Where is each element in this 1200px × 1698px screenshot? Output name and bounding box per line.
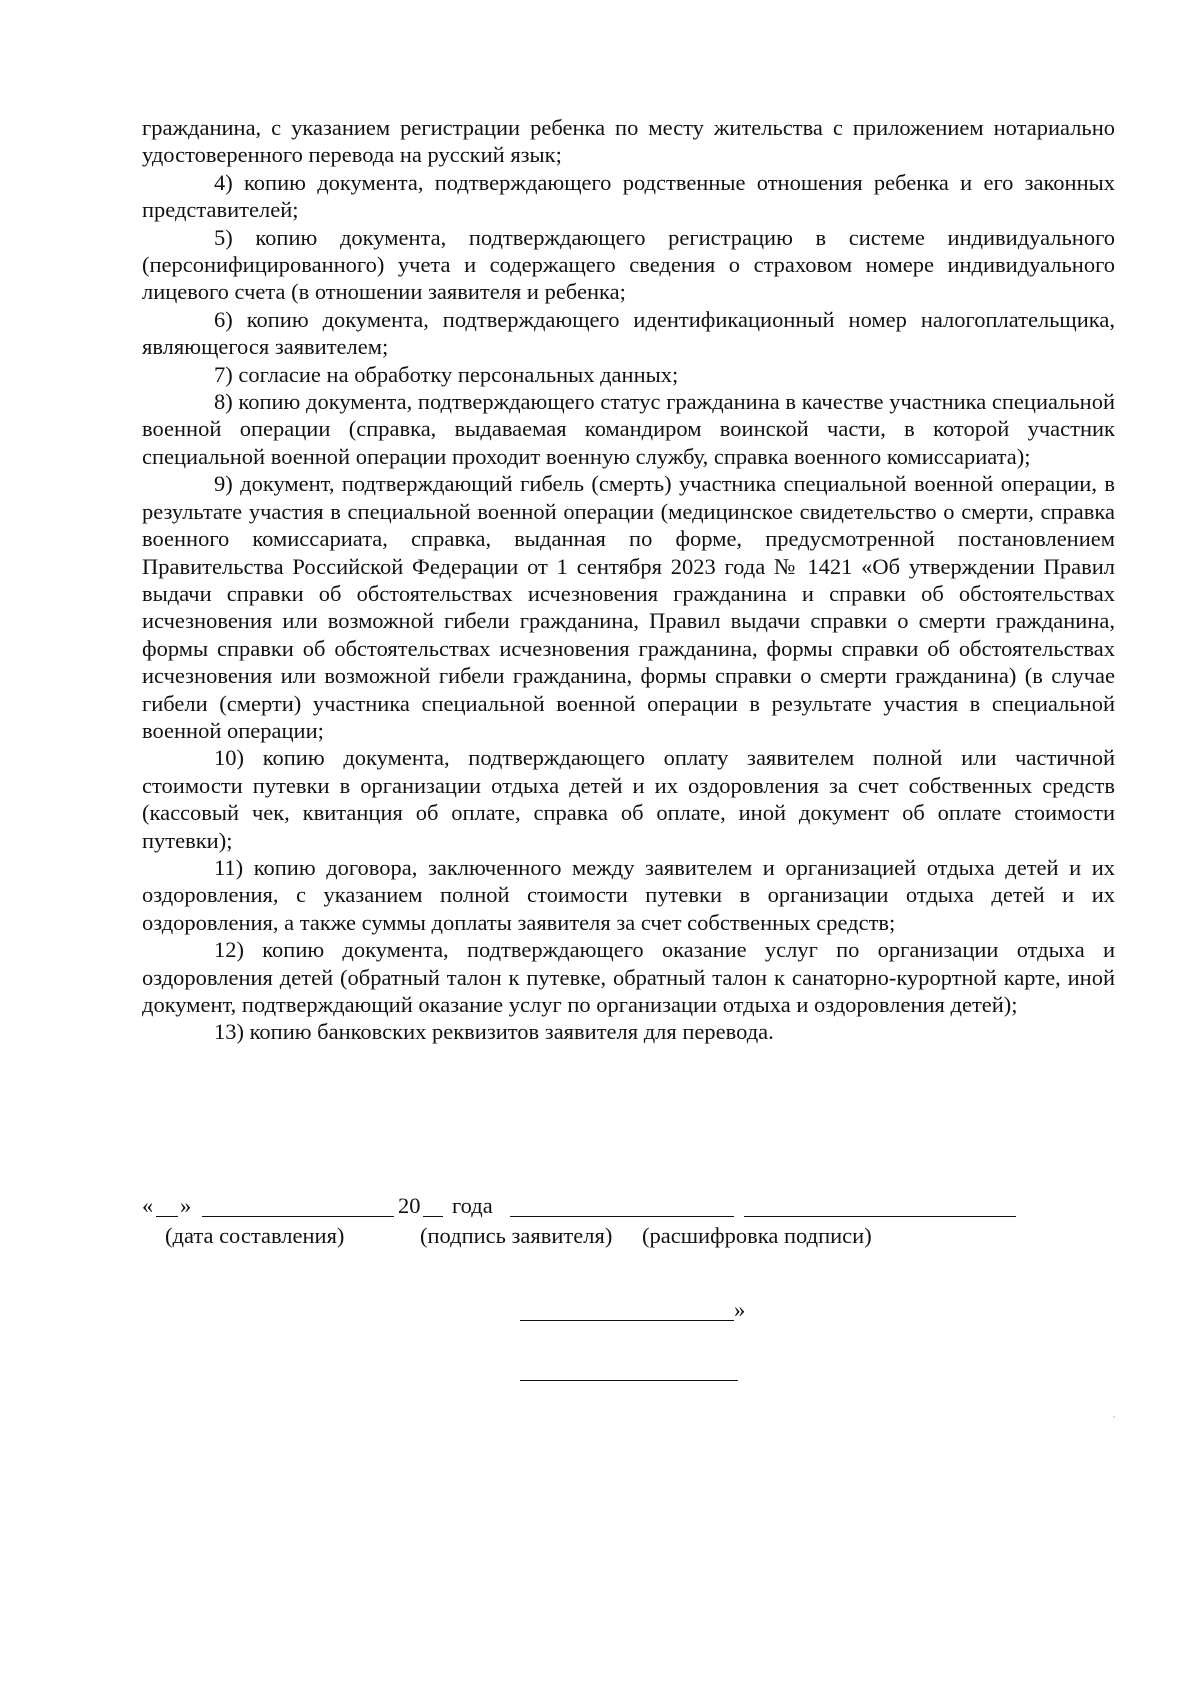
scan-speck [1113, 1416, 1115, 1418]
list-item-7: 7) согласие на обработку персональных данных; [214, 361, 679, 387]
closing-line-1 [520, 1320, 734, 1321]
list-item-5: 5) копию документа, подтверждающего регистрацию в системе индивидуального (персонифицированного) учета и содержащего сведения о страховом номере индивидуального лицевого счета (в отношении заявителя и ребенка; [142, 224, 1115, 305]
list-item-11: 11) копию договора, заключенного между заявителем и организацией отдыха детей и их оздоровления, с указанием полной стоимости путевки в организации отдыха детей и их оздоровления, а также суммы доплаты заявителя за счет собственных средств; [142, 854, 1115, 935]
day-blank-line [156, 1216, 178, 1217]
caption-date: (дата составления) [165, 1223, 345, 1248]
signature-captions [142, 1222, 1042, 1252]
month-blank-line [202, 1216, 394, 1217]
closing-quote: » [734, 1297, 746, 1322]
date-quote-open: « [142, 1193, 154, 1218]
date-quote-close: » [180, 1193, 192, 1218]
list-item-4: 4) копию документа, подтверждающего родственные отношения ребенка и его законных представителей; [142, 169, 1115, 223]
list-item-6: 6) копию документа, подтверждающего идентификационный номер налогоплательщика, являющегося заявителем; [142, 306, 1115, 360]
list-item-9: 9) документ, подтверждающий гибель (смерть) участника специальной военной операции, в результате участия в специальной военной операции (медицинское свидетельство о смерти, справка военного комиссариата, справка, выданная по форме, предусмотренной постановлением Правительства Российской Федерации от 1 сентября 2023 года № 1421 «Об утверждении Правил выдачи справки об обстоятельствах исчезновения гражданина и справки об обстоятельствах исчезновения или возможной гибели гражданина, Правил выдачи справки о смерти гражданина, формы справки об обстоятельствах исчезновения гражданина, формы справки об обстоятельствах исчезновения или возможной гибели гражданина, формы справки о смерти гражданина) (в случае гибели (смерти) участника специальной военной операции в результате участия в специальной военной операции; [142, 471, 1115, 743]
list-item-13: 13) копию банковских реквизитов заявителя для перевода. [214, 1019, 774, 1045]
decoding-blank-line [744, 1216, 1016, 1217]
signature-line [142, 1192, 1042, 1222]
year-blank-line [423, 1216, 443, 1217]
document-body [142, 114, 1115, 1046]
caption-decoding: (расшифровка подписи) [642, 1223, 872, 1248]
year-prefix: 20 [398, 1193, 421, 1218]
paragraph-continuation: гражданина, с указанием регистрации ребенка по месту жительства с приложением нотариально удостоверенного перевода на русский язык; [142, 115, 1115, 168]
year-suffix: года [452, 1193, 493, 1218]
list-item-10: 10) копию документа, подтверждающего оплату заявителем полной или частичной стоимости путевки в организации отдыха детей и их оздоровления за счет собственных средств (кассовый чек, квитанция об оплате, справка об оплате, иной документ об оплате стоимости путевки); [142, 745, 1115, 853]
signature-blank-line [510, 1216, 734, 1217]
list-item-12: 12) копию документа, подтверждающего оказание услуг по организации отдыха и оздоровления детей (обратный талон к путевке, обратный талон к санаторно-курортной карте, иной документ, подтверждающий оказание услуг по организации отдыха и оздоровления детей); [142, 937, 1115, 1017]
closing-line-2 [520, 1380, 738, 1381]
list-item-8: 8) копию документа, подтверждающего статус гражданина в качестве участника специальной военной операции (справка, выдаваемая командиром воинской части, в которой участник специальной военной операции проходит военную службу, справка военного комиссариата); [142, 389, 1115, 469]
caption-signature: (подпись заявителя) [420, 1223, 613, 1248]
